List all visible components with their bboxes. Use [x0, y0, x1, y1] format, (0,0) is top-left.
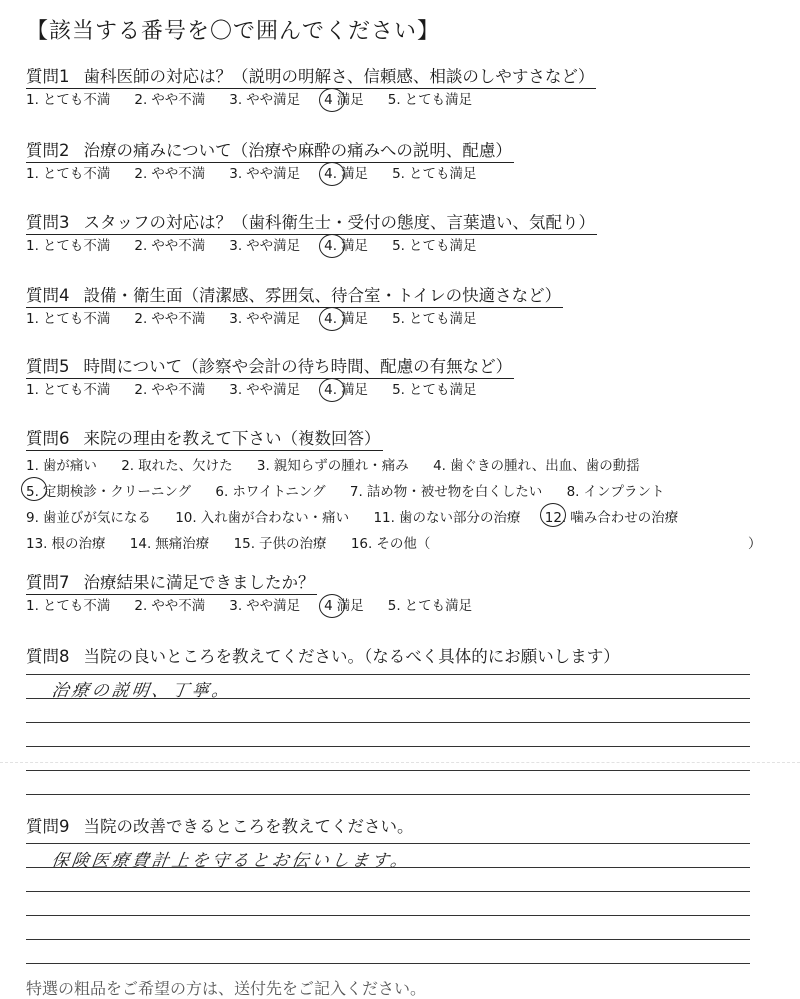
ruled-line	[26, 770, 750, 771]
rating-options	[26, 164, 514, 184]
reason-1[interactable]: 1. 歯が痛い	[26, 458, 97, 474]
ruled-line	[26, 891, 750, 892]
ruled-line	[26, 915, 750, 916]
option-1[interactable]: 1. とても不満	[26, 311, 111, 327]
option-4-selected[interactable]: 4. 満足	[324, 238, 369, 254]
reason-row	[26, 531, 762, 557]
option-4-selected[interactable]: 4. 満足	[324, 311, 369, 327]
reason-8[interactable]: 8. インプラント	[566, 484, 665, 500]
question-number: 質問5	[26, 357, 70, 376]
reason-13[interactable]: 13. 根の治療	[26, 536, 106, 552]
question-8	[26, 646, 620, 668]
reason-5-selected[interactable]: 5. 定期検診・クリーニング	[26, 479, 191, 505]
question-5	[26, 356, 514, 400]
rating-options	[26, 236, 597, 256]
question-text: 設備・衛生面（清潔感、雰囲気、待合室・トイレの快適さなど）	[83, 286, 562, 305]
option-5[interactable]: 5. とても満足	[387, 92, 473, 108]
reason-16-other[interactable]: 16. その他（	[350, 536, 431, 552]
option-1[interactable]: 1. とても不満	[26, 166, 111, 182]
instruction-header: 【該当する番号を〇で囲んでください】	[26, 19, 441, 44]
option-2[interactable]: 2. やや不満	[134, 166, 206, 182]
ruled-line	[26, 867, 750, 868]
ruled-line	[26, 698, 750, 699]
option-5[interactable]: 5. とても満足	[387, 598, 473, 614]
question-text: 治療の痛みについて（治療や麻酔の痛みへの説明、配慮）	[83, 141, 512, 160]
option-2[interactable]: 2. やや不満	[134, 598, 206, 614]
question-title	[26, 428, 383, 451]
reason-row	[26, 479, 698, 505]
reason-6[interactable]: 6. ホワイトニング	[215, 484, 326, 500]
ruled-line	[26, 746, 750, 747]
handwritten-answer-9: 保険医療費計上を守るとお伝いします。	[50, 851, 412, 871]
rating-options	[26, 90, 596, 110]
option-2[interactable]: 2. やや不満	[134, 92, 206, 108]
question-number: 質問1	[26, 67, 70, 86]
option-3[interactable]: 3. やや満足	[229, 238, 301, 254]
reason-12-selected[interactable]: 12. 噛み合わせの治療	[545, 505, 678, 531]
question-title	[26, 285, 563, 308]
ruled-line	[26, 794, 750, 795]
question-text: 当院の良いところを教えてください。（なるべく具体的にお願いします）	[83, 647, 620, 666]
reason-row	[26, 453, 698, 479]
question-9	[26, 816, 414, 838]
question-number: 質問4	[26, 286, 70, 305]
option-3[interactable]: 3. やや満足	[229, 311, 301, 327]
option-5[interactable]: 5. とても満足	[392, 166, 477, 182]
reason-options	[26, 453, 762, 557]
option-4-selected[interactable]: 4. 満足	[324, 382, 369, 398]
reason-15[interactable]: 15. 子供の治療	[233, 536, 327, 552]
reason-14[interactable]: 14. 無痛治療	[129, 536, 210, 552]
handwritten-answer-8: 治療の説明、丁寧。	[50, 681, 234, 701]
option-1[interactable]: 1. とても不満	[26, 238, 111, 254]
option-4-selected[interactable]: 4 満足	[324, 92, 364, 108]
ruled-line	[26, 939, 750, 940]
option-1[interactable]: 1. とても不満	[26, 598, 111, 614]
question-number: 質問3	[26, 213, 70, 232]
option-2[interactable]: 2. やや不満	[134, 311, 206, 327]
scan-fold-line	[0, 762, 800, 763]
option-1[interactable]: 1. とても不満	[26, 92, 111, 108]
reason-11[interactable]: 11. 歯のない部分の治療	[373, 510, 521, 526]
ruled-line	[26, 963, 750, 964]
rating-options	[26, 596, 496, 616]
question-title	[26, 212, 597, 235]
option-1[interactable]: 1. とても不満	[26, 382, 111, 398]
question-title	[26, 816, 414, 838]
reason-9[interactable]: 9. 歯並びが気になる	[26, 510, 151, 526]
question-1	[26, 66, 596, 110]
option-3[interactable]: 3. やや満足	[229, 166, 301, 182]
question-title	[26, 646, 620, 668]
other-close-paren: ）	[748, 536, 762, 552]
question-4	[26, 285, 563, 329]
footer-note: 特選の粗品をご希望の方は、送付先をご記入ください。	[26, 979, 427, 998]
reason-3[interactable]: 3. 親知らずの腫れ・痛み	[256, 458, 409, 474]
question-2	[26, 140, 514, 184]
question-text: 歯科医師の対応は？（説明の明解さ、信頼感、相談のしやすさなど）	[83, 67, 595, 86]
reason-7[interactable]: 7. 詰め物・被せ物を白くしたい	[349, 484, 543, 500]
option-3[interactable]: 3. やや満足	[229, 598, 301, 614]
reason-2[interactable]: 2. 取れた、欠けた	[121, 458, 233, 474]
question-text: 時間について（診察や会計の待ち時間、配慮の有無など）	[83, 357, 513, 376]
question-number: 質問6	[26, 429, 70, 448]
question-number: 質問7	[26, 573, 70, 592]
question-title	[26, 66, 596, 89]
question-text: スタッフの対応は？（歯科衛生士・受付の態度、言葉遣い、気配り）	[83, 213, 595, 232]
reason-row	[26, 505, 698, 531]
option-5[interactable]: 5. とても満足	[392, 238, 477, 254]
ruled-line	[26, 722, 750, 723]
option-2[interactable]: 2. やや不満	[134, 238, 206, 254]
question-6	[26, 428, 762, 557]
question-number: 質問2	[26, 141, 70, 160]
question-text: 来院の理由を教えて下さい（複数回答）	[83, 429, 381, 448]
ruled-line	[26, 843, 750, 844]
question-3	[26, 212, 597, 256]
question-7	[26, 572, 496, 616]
rating-options	[26, 309, 563, 329]
option-4-selected[interactable]: 4. 満足	[324, 166, 369, 182]
question-text: 当院の改善できるところを教えてください。	[83, 817, 414, 836]
ruled-line	[26, 674, 750, 675]
option-3[interactable]: 3. やや満足	[229, 382, 301, 398]
question-title	[26, 572, 317, 595]
question-number: 質問8	[26, 647, 70, 666]
question-text: 治療結果に満足できましたか？	[83, 573, 315, 592]
option-5[interactable]: 5. とても満足	[392, 311, 477, 327]
rating-options	[26, 380, 514, 400]
option-4-selected[interactable]: 4 満足	[324, 598, 364, 614]
reason-10[interactable]: 10. 入れ歯が合わない・痛い	[175, 510, 350, 526]
option-2[interactable]: 2. やや不満	[134, 382, 206, 398]
question-title	[26, 140, 514, 163]
option-3[interactable]: 3. やや満足	[229, 92, 301, 108]
question-title	[26, 356, 514, 379]
question-number: 質問9	[26, 817, 70, 836]
option-5[interactable]: 5. とても満足	[392, 382, 477, 398]
reason-4[interactable]: 4. 歯ぐきの腫れ、出血、歯の動揺	[433, 458, 640, 474]
